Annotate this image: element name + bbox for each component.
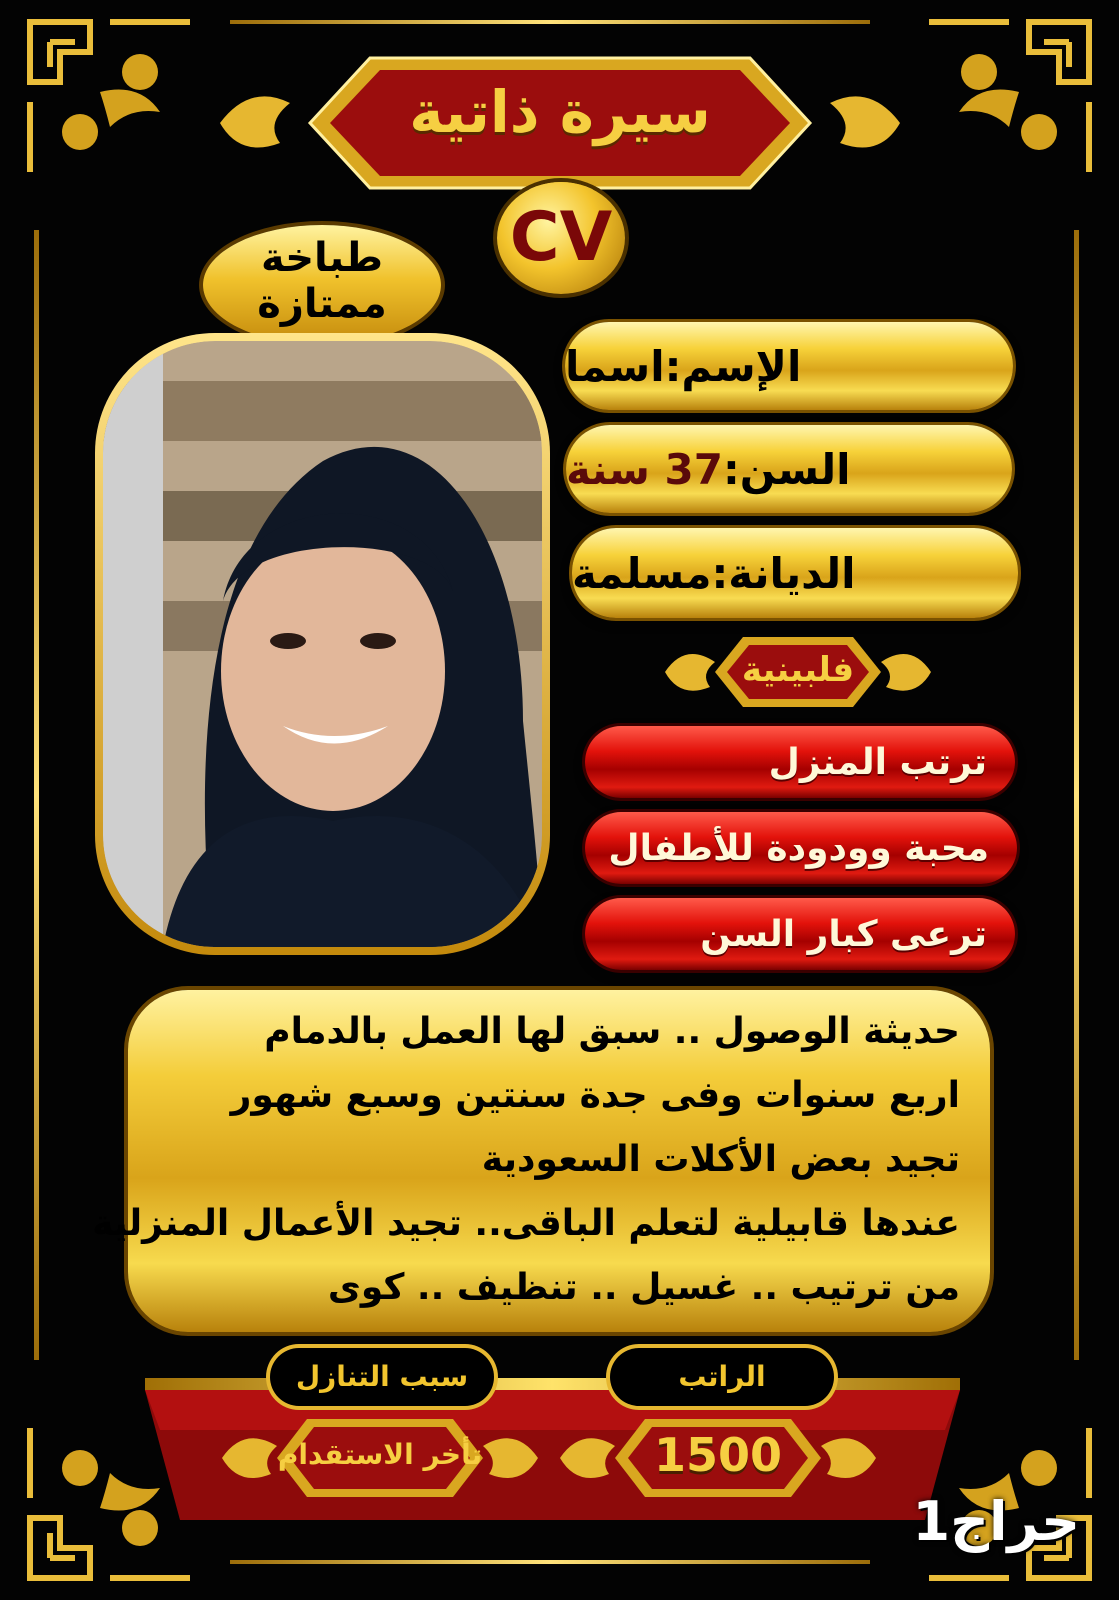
description-line: من ترتيب .. غسيل .. تنظيف .. كوى (327, 1267, 960, 1308)
religion-label: الديانة: (711, 548, 856, 598)
specialty-line1: طباخة (260, 235, 384, 281)
skill-item-housekeeping (585, 726, 1015, 798)
name-value: اسما (565, 341, 665, 391)
cv-badge-text: CV (509, 198, 613, 277)
watermark-text: حراج1 (912, 1490, 1080, 1553)
salary-label-pill (610, 1348, 834, 1406)
name-label: الإسم: (664, 341, 802, 391)
religion-value: مسلمة (572, 548, 712, 598)
right-frame-line (1074, 230, 1079, 1360)
skill-item-children (585, 812, 1017, 884)
skill-item-elderly (585, 898, 1015, 970)
reason-value: تأخر الاستقدام (277, 1438, 483, 1471)
bottom-frame-line (230, 1560, 870, 1564)
age-field (566, 425, 1012, 513)
description-line: اربع سنوات وفى جدة سنتين وسبع شهور (230, 1075, 960, 1116)
reason-label: سبب التنازل (295, 1360, 469, 1393)
photo-frame (95, 333, 550, 955)
footer-gold-band (145, 1378, 960, 1390)
reason-label-pill (270, 1348, 494, 1406)
religion-field (572, 528, 1018, 618)
title-text: سيرة ذاتية (409, 78, 711, 146)
salary-value: 1500 (653, 1428, 783, 1482)
description-line: حديثة الوصول .. سبق لها العمل بالدمام (264, 1011, 960, 1052)
name-field (565, 322, 1013, 410)
specialty-line2: ممتازة (257, 281, 387, 327)
description-line: عندها قابيلية لتعلم الباقى.. تجيد الأعمال المنزلية (92, 1203, 960, 1244)
description-line: تجيد بعض الأكلات السعودية (481, 1139, 960, 1180)
specialty-badge (203, 225, 441, 345)
left-frame-line (34, 230, 39, 1360)
age-label: السن: (723, 444, 851, 494)
corner-ornament-top-right (899, 12, 1099, 212)
age-value: 37 سنة (566, 444, 723, 494)
skill-label: محبة وودودة للأطفال (608, 827, 989, 869)
description-panel (92, 990, 990, 1332)
cv-badge (497, 182, 625, 294)
skill-label: ترعى كبار السن (700, 913, 987, 955)
salary-label: الراتب (678, 1360, 766, 1393)
skill-label: ترتب المنزل (768, 741, 987, 783)
portrait-photo (103, 341, 542, 947)
top-frame-line (230, 20, 870, 24)
nationality-text: فلبينية (741, 650, 855, 690)
corner-ornament-top-left (20, 12, 220, 212)
